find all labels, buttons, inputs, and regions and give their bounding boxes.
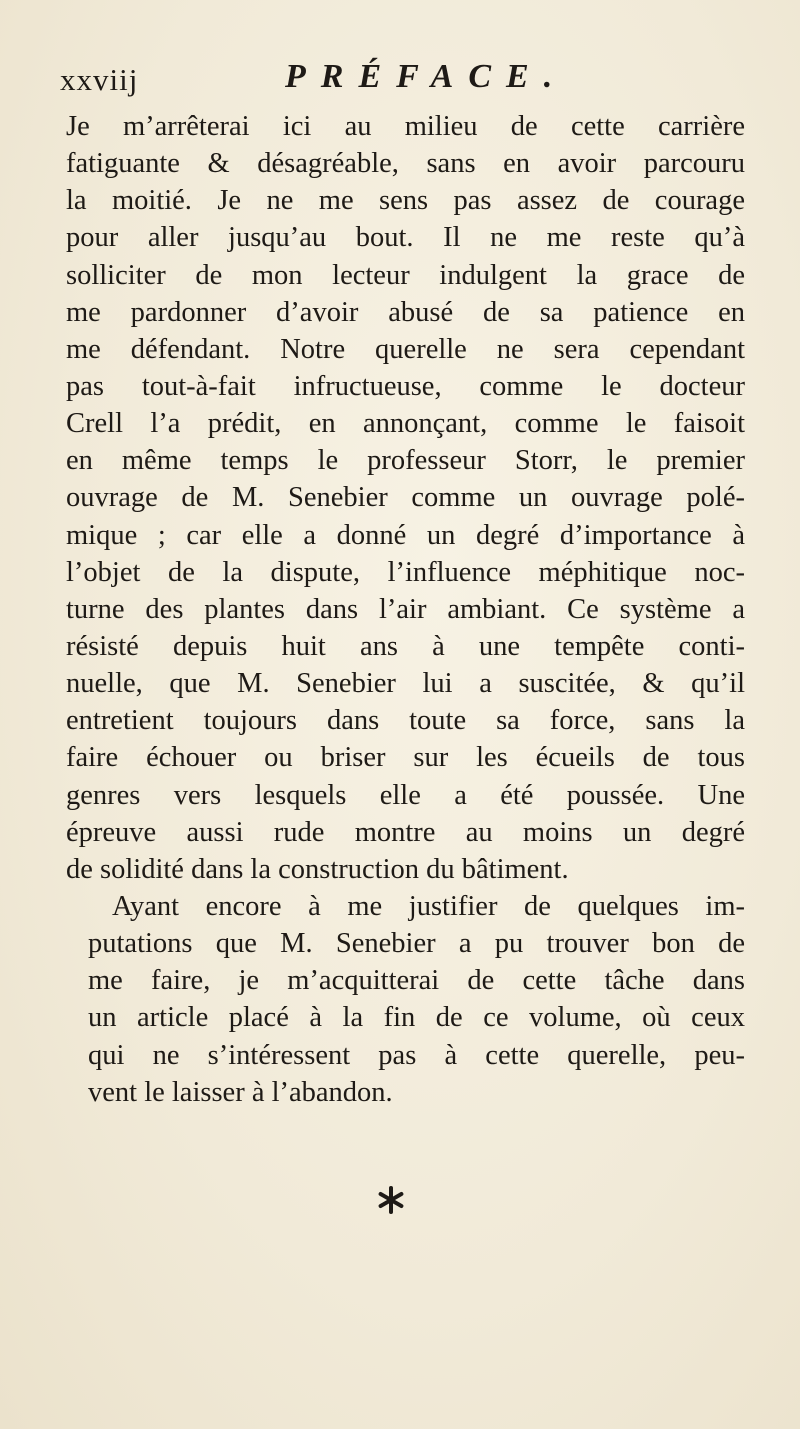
- paragraph-2: [64, 888, 745, 1111]
- text-line: l’objet de la dispute, l’influence méphitique noc-: [66, 556, 745, 588]
- text-line: la moitié. Je ne me sens pas assez de courage: [66, 185, 745, 217]
- text-line: Je m’arrêterai ici au milieu de cette carrière: [66, 111, 745, 142]
- paragraph-1: [64, 108, 745, 888]
- text-line: ouvrage de M. Senebier comme un ouvrage polé-: [66, 482, 745, 514]
- text-line: mique ; car elle a donné un degré d’importance à: [66, 519, 745, 551]
- running-title: PRÉFACE.: [285, 58, 568, 95]
- text-line: me pardonner d’avoir abusé de sa patience en: [66, 296, 745, 328]
- asterisk-ornament-icon: [376, 1185, 406, 1215]
- text-line: de solidité dans la construction du bâtiment.: [66, 853, 569, 885]
- page-number: xxviij: [60, 62, 139, 97]
- text-line: fatiguante & désagréable, sans en avoir parcouru: [66, 148, 745, 180]
- text-line: résisté depuis huit ans à une tempête conti-: [66, 630, 745, 662]
- text-line: épreuve aussi rude montre au moins un degré: [66, 816, 745, 848]
- text-line: solliciter de mon lecteur indulgent la grace de: [66, 259, 745, 291]
- page-header: [60, 58, 740, 108]
- text-line: me défendant. Notre querelle ne sera cependant: [66, 333, 745, 365]
- text-line: vent le laisser à l’abandon.: [88, 1076, 393, 1108]
- text-line: Ayant encore à me justifier de quelques im-: [112, 890, 745, 922]
- text-line: Crell l’a prédit, en annonçant, comme le faisoit: [66, 408, 745, 440]
- text-line: en même temps le professeur Storr, le premier: [66, 445, 745, 477]
- text-line: pas tout-à-fait infructueuse, comme le docteur: [66, 370, 745, 402]
- text-line: pour aller jusqu’au bout. Il ne me reste qu’à: [66, 222, 745, 254]
- text-line: qui ne s’intéressent pas à cette querelle, peu-: [88, 1039, 745, 1071]
- text-line: putations que M. Senebier a pu trouver bon de: [88, 928, 745, 960]
- text-line: genres vers lesquels elle a été poussée. Une: [66, 779, 745, 811]
- text-line: faire échouer ou briser sur les écueils de tous: [66, 742, 745, 774]
- text-line: turne des plantes dans l’air ambiant. Ce système a: [66, 593, 745, 625]
- text-line: me faire, je m’acquitterai de cette tâche dans: [88, 965, 745, 997]
- text-line: un article placé à la fin de ce volume, où ceux: [88, 1002, 745, 1034]
- text-line: nuelle, que M. Senebier lui a suscitée, & qu’il: [66, 668, 745, 700]
- text-line: entretient toujours dans toute sa force, sans la: [66, 705, 745, 737]
- body-text: [64, 108, 745, 1111]
